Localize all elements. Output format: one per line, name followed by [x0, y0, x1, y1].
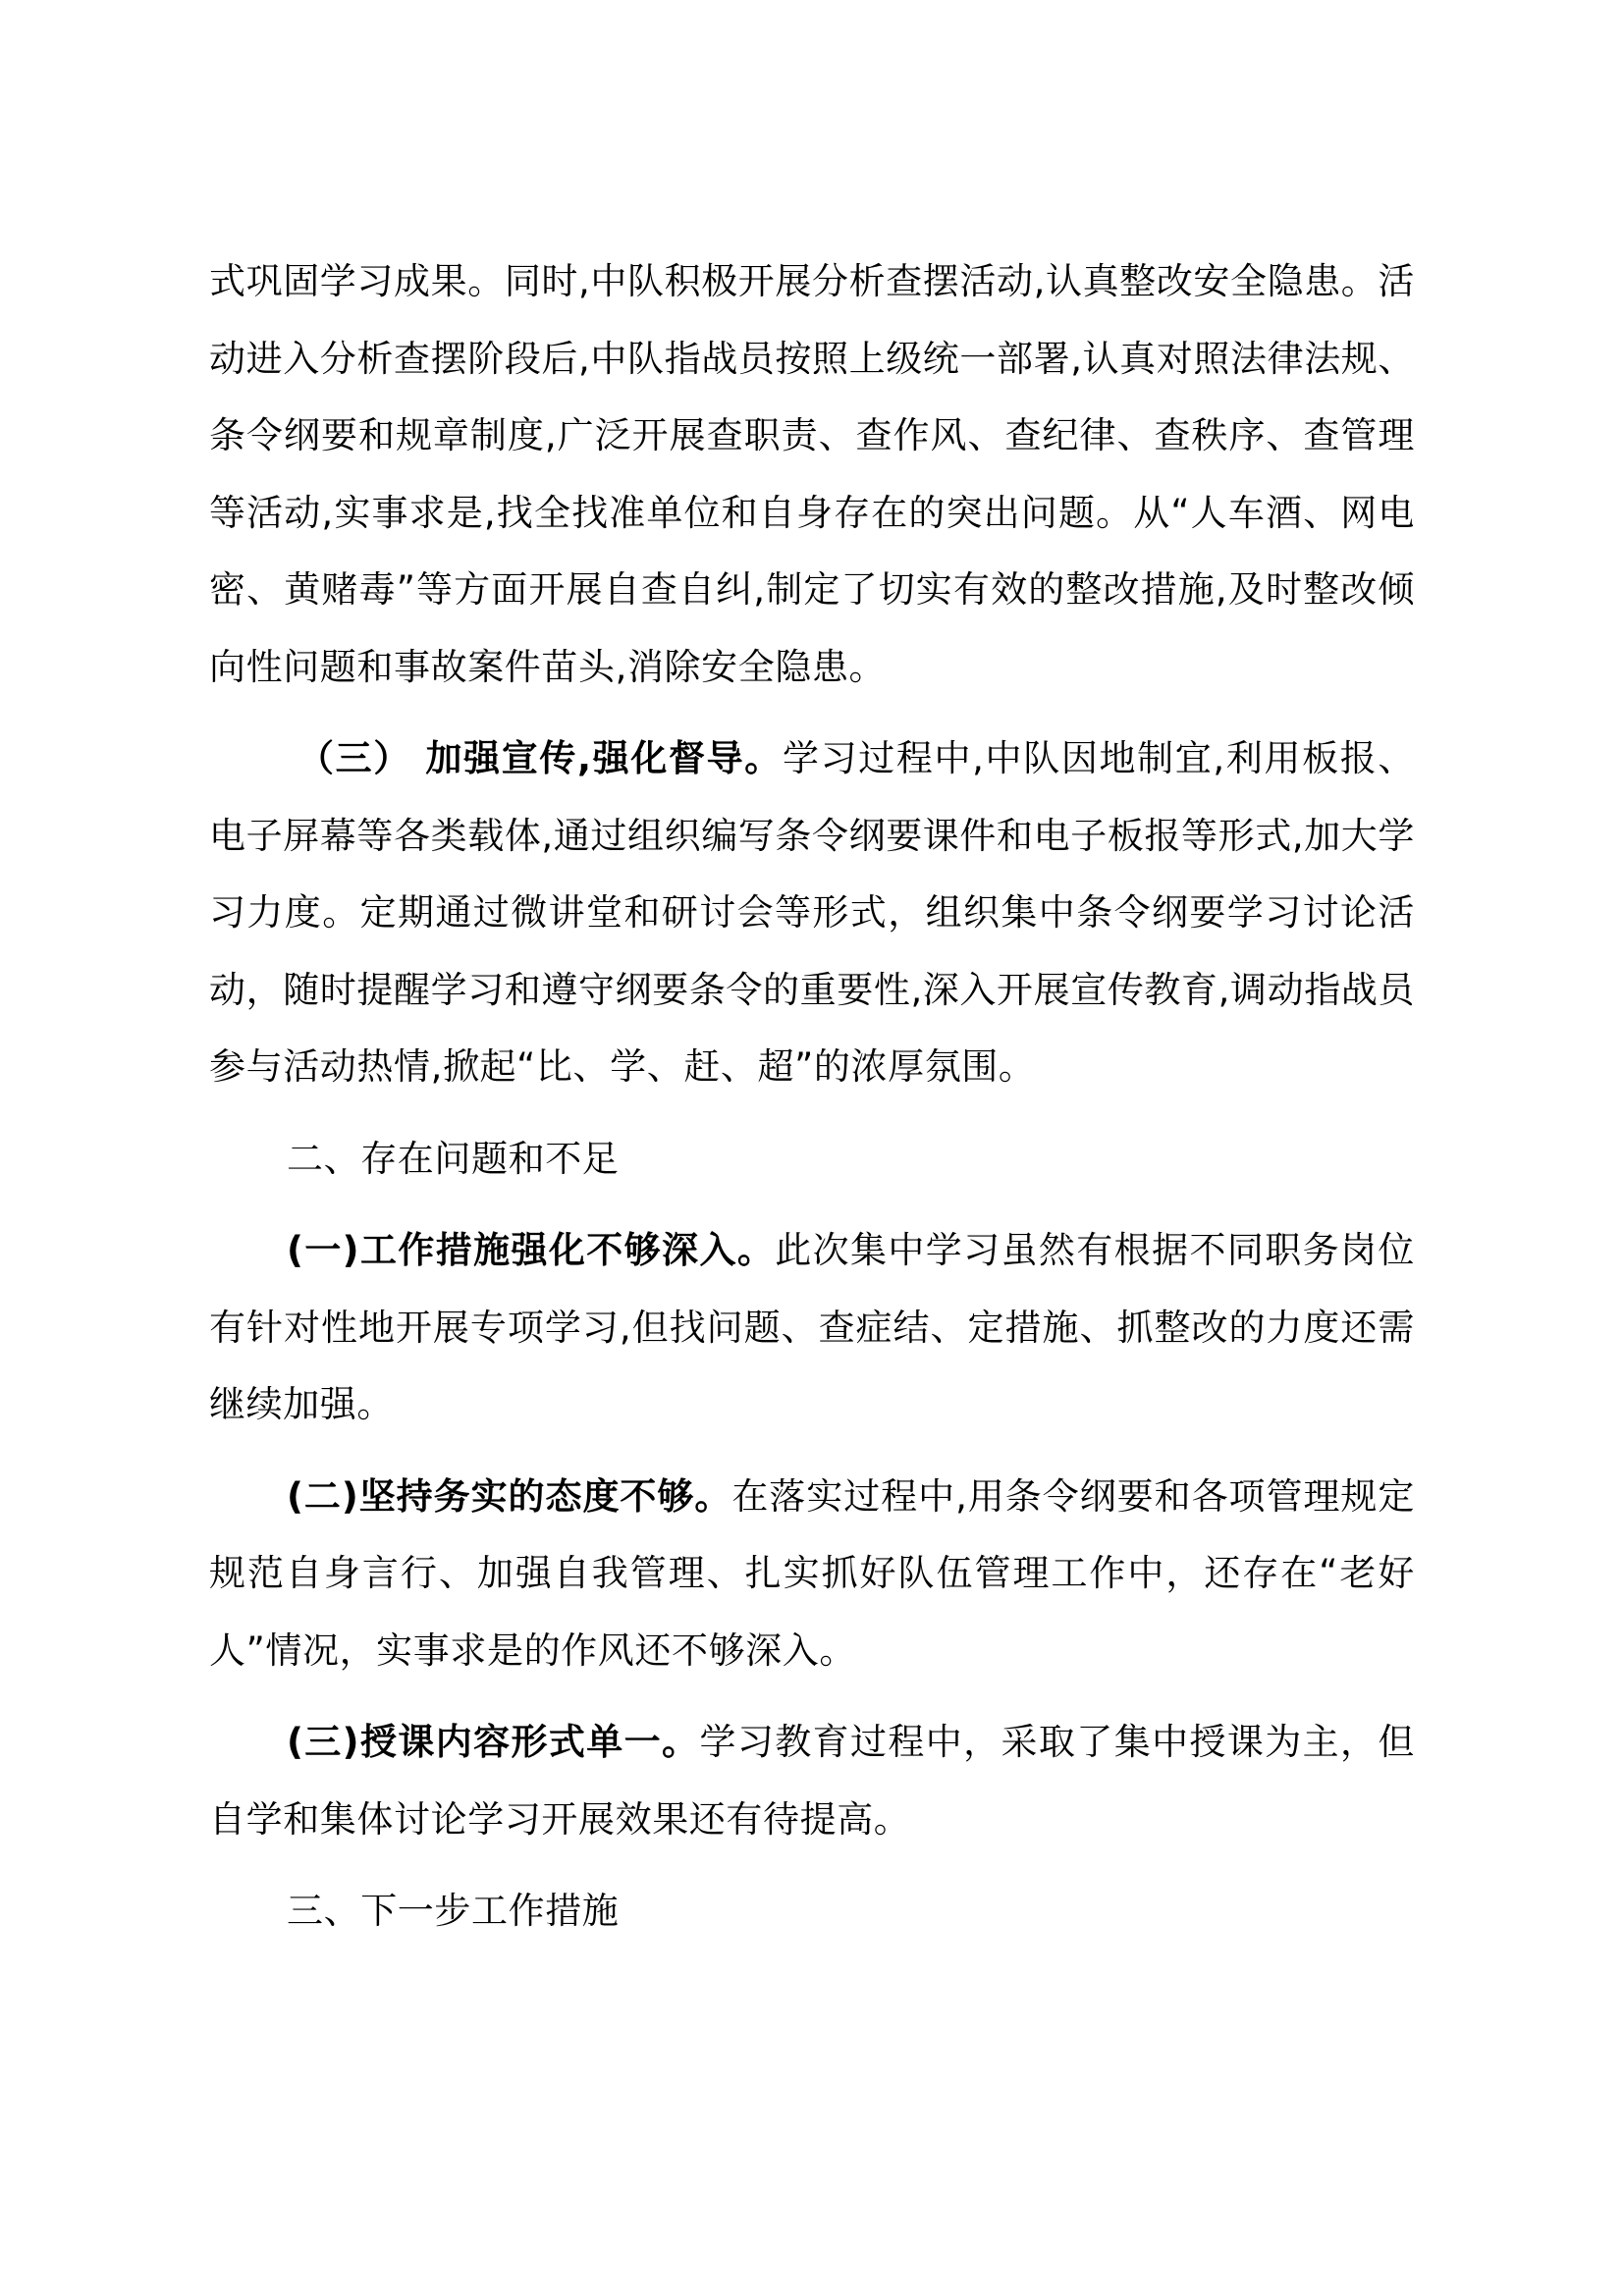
section-heading-problems: [209, 1121, 1415, 1199]
subsection-title: (一)工作措施强化不够深入。: [287, 1229, 776, 1271]
subsection-single-format: [209, 1704, 1415, 1858]
subsection-title: (三)授课内容形式单一。: [287, 1721, 700, 1763]
paragraph-text: 此次集中学习虽然有根据不同职务岗位有针对性地开展专项学习,但找问题、查症结、定措施、抓整改的力度还需继续加强。: [209, 1229, 1415, 1425]
subsection-title: (二)坚持务实的态度不够。: [287, 1474, 732, 1518]
subsection-title: （三） 加强宣传,强化督导。: [298, 737, 783, 779]
section-heading-next-steps: [209, 1873, 1415, 1950]
subsection-strengthen-publicity: [209, 721, 1415, 1106]
section-heading-text: 二、存在问题和不足: [287, 1137, 620, 1180]
paragraph-text: 式巩固学习成果。同时,中队积极开展分析查摆活动,认真整改安全隐患。活动进入分析查摆阶段后,中队指战员按照上级统一部署,认真对照法律法规、条令纲要和规章制度,广泛开展查职责、查作风、查纪律、查秩序、查管理等活动,实事求是,找全找准单位和自身存在的突出问题。从“人车酒、网电密、黄赌毒”等方面开展自查自纠,制定了切实有效的整改措施,及时整改倾向性问题和事故案件苗头,消除安全隐患。: [209, 260, 1415, 688]
paragraph-continuation: [209, 243, 1415, 706]
paragraph-text: 学习过程中,中队因地制宜,利用板报、电子屏幕等各类载体,通过组织编写条令纲要课件和电子板报等形式,加大学习力度。定期通过微讲堂和研讨会等形式，组织集中条令纲要学习讨论活动，随时提醒学习和遵守纲要条令的重要性,深入开展宣传教育,调动指战员参与活动热情,掀起“比、学、赶、超”的浓厚氛围。: [209, 737, 1415, 1088]
subsection-pragmatic-attitude: [209, 1459, 1415, 1690]
document-page: [209, 243, 1415, 1965]
section-heading-text: 三、下一步工作措施: [287, 1890, 620, 1932]
subsection-measures-not-deep: [209, 1212, 1415, 1444]
paragraph-text: 学习教育过程中，采取了集中授课为主，但自学和集体讨论学习开展效果还有待提高。: [209, 1721, 1415, 1841]
paragraph-text: 在落实过程中,用条令纲要和各项管理规定规范自身言行、加强自我管理、扎实抓好队伍管理工作中，还存在“老好人”情况，实事求是的作风还不够深入。: [209, 1474, 1415, 1672]
